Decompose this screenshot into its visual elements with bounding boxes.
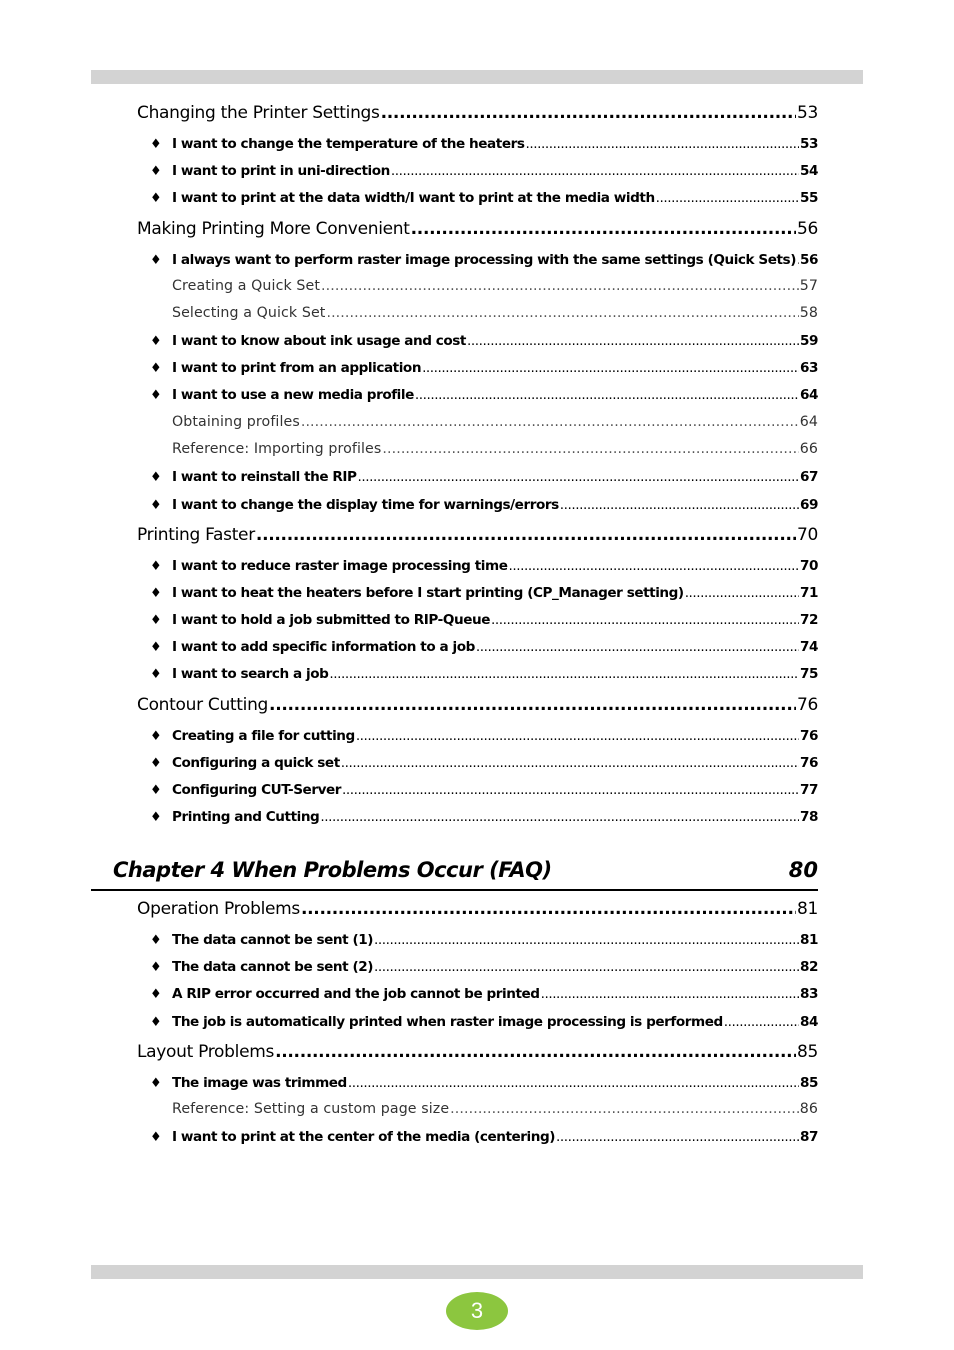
toc-entry-page: 83 — [799, 986, 818, 1002]
toc-entry-page: 54 — [799, 163, 818, 179]
toc-entry-bullet[interactable] — [150, 728, 818, 744]
bullet-diamond-icon: ♦ — [150, 783, 162, 798]
toc-entry-page: 53 — [799, 136, 818, 152]
toc-entry-title: I always want to perform raster image processing with the same settings (Quick Sets) — [172, 252, 796, 268]
toc-entry-bullet[interactable] — [150, 585, 818, 601]
toc-entry-page: 63 — [799, 360, 818, 376]
toc-entry-page: 66 — [799, 441, 818, 457]
dot-leader — [467, 333, 799, 349]
toc-entry-title: I want to use a new media profile — [172, 387, 414, 403]
dot-leader — [391, 163, 799, 179]
toc-entry-page: 74 — [799, 639, 818, 655]
toc-entry-bullet[interactable] — [150, 1129, 818, 1145]
toc-entry-title: I want to add specific information to a job — [172, 639, 475, 655]
toc-entry-title: Reference: Importing profiles — [172, 441, 382, 457]
dot-leader — [329, 666, 799, 682]
dot-leader — [341, 755, 799, 771]
toc-entry-page: 70 — [799, 558, 818, 574]
toc-entry-bullet[interactable] — [150, 190, 818, 206]
dot-leader — [556, 1129, 799, 1145]
dot-leader — [685, 585, 799, 601]
toc-entry-title: Layout Problems — [137, 1042, 275, 1062]
dot-leader — [656, 190, 799, 206]
toc-entry-title: I want to search a job — [172, 666, 329, 682]
dot-leader — [415, 387, 799, 403]
toc-entry-bullet[interactable] — [150, 612, 818, 628]
toc-entry-page: 77 — [799, 782, 818, 798]
toc-entry-heading[interactable] — [137, 219, 818, 239]
toc-entry-sub[interactable] — [172, 305, 818, 321]
toc-entry-title: I want to reduce raster image processing time — [172, 558, 508, 574]
dot-leader — [508, 558, 798, 574]
toc-entry-title: I want to print in uni-direction — [172, 163, 390, 179]
page-number-badge: 3 — [446, 1292, 508, 1330]
toc-entry-page: 53 — [796, 103, 818, 123]
toc-entry-page: 56 — [799, 252, 818, 268]
toc-entry-bullet[interactable] — [150, 558, 818, 574]
toc-entry-sub[interactable] — [172, 441, 818, 457]
dot-leader — [381, 103, 796, 123]
toc-entry-page: 86 — [799, 1101, 818, 1117]
dot-leader — [560, 497, 799, 513]
toc-entry-bullet[interactable] — [150, 1014, 818, 1030]
toc-entry-page: 84 — [799, 1014, 818, 1030]
bullet-diamond-icon: ♦ — [150, 987, 162, 1002]
toc-entry-page: 82 — [799, 959, 818, 975]
bullet-diamond-icon: ♦ — [150, 1130, 162, 1145]
toc-entry-title: Configuring CUT-Server — [172, 782, 342, 798]
bullet-diamond-icon: ♦ — [150, 933, 162, 948]
bullet-diamond-icon: ♦ — [150, 361, 162, 376]
toc-entry-page: 59 — [799, 333, 818, 349]
bullet-diamond-icon: ♦ — [150, 756, 162, 771]
toc-entry-page: 76 — [799, 728, 818, 744]
toc-entry-bullet[interactable] — [150, 333, 818, 349]
bullet-diamond-icon: ♦ — [150, 667, 162, 682]
toc-entry-title: I want to know about ink usage and cost — [172, 333, 466, 349]
toc-entry-bullet[interactable] — [150, 497, 818, 513]
bullet-diamond-icon: ♦ — [150, 1015, 162, 1030]
toc-entry-sub[interactable] — [172, 414, 818, 430]
dot-leader — [275, 1042, 796, 1062]
dot-leader — [476, 639, 799, 655]
dot-leader — [374, 932, 799, 948]
toc-entry-title: The image was trimmed — [172, 1075, 347, 1091]
dot-leader — [321, 278, 799, 294]
toc-entry-bullet[interactable] — [150, 252, 818, 268]
toc-entry-page: 70 — [796, 525, 818, 545]
toc-entry-page: 71 — [799, 585, 818, 601]
dot-leader — [797, 252, 799, 268]
bullet-diamond-icon: ♦ — [150, 470, 162, 485]
toc-entry-page: 56 — [796, 219, 818, 239]
toc-entry-title: I want to print at the data width/I want to print at the media width — [172, 190, 655, 206]
toc-entry-title: I want to change the temperature of the heaters — [172, 136, 525, 152]
toc-entry-title: Contour Cutting — [137, 695, 269, 715]
bullet-diamond-icon: ♦ — [150, 164, 162, 179]
toc-entry-title: Changing the Printer Settings — [137, 103, 380, 123]
dot-leader — [326, 305, 798, 321]
dot-leader — [358, 469, 799, 485]
bullet-diamond-icon: ♦ — [150, 137, 162, 152]
toc-entry-title: I want to print from an application — [172, 360, 422, 376]
toc-entry-title: Printing Faster — [137, 525, 255, 545]
toc-entry-heading[interactable] — [137, 103, 818, 123]
bullet-diamond-icon: ♦ — [150, 253, 162, 268]
toc-entry-title: Creating a file for cutting — [172, 728, 355, 744]
toc-entry-title: Printing and Cutting — [172, 809, 320, 825]
toc-entry-page: 72 — [799, 612, 818, 628]
dot-leader — [256, 525, 796, 545]
dot-leader — [541, 986, 799, 1002]
dot-leader — [450, 1101, 799, 1117]
dot-leader — [526, 136, 799, 152]
chapter-heading[interactable] — [91, 856, 818, 891]
toc-entry-page: 64 — [799, 387, 818, 403]
toc-entry-title: I want to hold a job submitted to RIP-Queue — [172, 612, 490, 628]
toc-entry-page: 85 — [799, 1075, 818, 1091]
dot-leader — [374, 959, 799, 975]
dot-leader — [356, 728, 799, 744]
bullet-diamond-icon: ♦ — [150, 613, 162, 628]
toc-entry-bullet[interactable] — [150, 959, 818, 975]
dot-leader — [301, 899, 796, 919]
toc-entry-bullet[interactable] — [150, 360, 818, 376]
bullet-diamond-icon: ♦ — [150, 334, 162, 349]
toc-entry-title: I want to heat the heaters before I start printing (CP_Manager setting) — [172, 585, 684, 601]
toc-entry-title: Reference: Setting a custom page size — [172, 1101, 450, 1117]
bullet-diamond-icon: ♦ — [150, 586, 162, 601]
toc-entry-title: Operation Problems — [137, 899, 300, 919]
bullet-diamond-icon: ♦ — [150, 640, 162, 655]
toc-entry-page: 58 — [799, 305, 818, 321]
toc-entry-bullet[interactable] — [150, 639, 818, 655]
chapter-title: Chapter 4 When Problems Occur (FAQ) — [113, 858, 552, 882]
toc-entry-bullet[interactable] — [150, 782, 818, 798]
toc-entry-title: The data cannot be sent (2) — [172, 959, 374, 975]
dot-leader — [342, 782, 799, 798]
toc-entry-title: Selecting a Quick Set — [172, 305, 326, 321]
bullet-diamond-icon: ♦ — [150, 960, 162, 975]
bullet-diamond-icon: ♦ — [150, 810, 162, 825]
dot-leader — [382, 441, 798, 457]
toc-entry-page: 75 — [799, 666, 818, 682]
bullet-diamond-icon: ♦ — [150, 498, 162, 513]
toc-entry-page: 76 — [796, 695, 818, 715]
toc-entry-bullet[interactable] — [150, 932, 818, 948]
toc-entry-page: 85 — [796, 1042, 818, 1062]
toc-entry-title: I want to change the display time for warnings/errors — [172, 497, 559, 513]
toc-entry-page: 78 — [799, 809, 818, 825]
dot-leader — [348, 1075, 799, 1091]
toc-entry-bullet[interactable] — [150, 666, 818, 682]
toc-entry-title: Configuring a quick set — [172, 755, 340, 771]
toc-entry-page: 81 — [796, 899, 818, 919]
toc-entry-title: Making Printing More Convenient — [137, 219, 410, 239]
toc-entry-title: The job is automatically printed when raster image processing is performed — [172, 1014, 723, 1030]
bullet-diamond-icon: ♦ — [150, 729, 162, 744]
toc-entry-heading[interactable] — [137, 695, 818, 715]
toc-entry-title: I want to reinstall the RIP — [172, 469, 357, 485]
dot-leader — [301, 414, 799, 430]
dot-leader — [411, 219, 796, 239]
toc-entry-title: Creating a Quick Set — [172, 278, 320, 294]
toc-entry-title: The data cannot be sent (1) — [172, 932, 374, 948]
toc-entry-title: I want to print at the center of the media (centering) — [172, 1129, 556, 1145]
toc-entry-page: 67 — [799, 469, 818, 485]
toc-entry-heading[interactable] — [137, 525, 818, 545]
toc-entry-bullet[interactable] — [150, 809, 818, 825]
toc-entry-title: Obtaining profiles — [172, 414, 300, 430]
chapter-page: 80 — [788, 858, 818, 882]
dot-leader — [269, 695, 796, 715]
toc-entry-bullet[interactable] — [150, 163, 818, 179]
toc-entry-title: A RIP error occurred and the job cannot be printed — [172, 986, 540, 1002]
footer-bar — [91, 1265, 863, 1279]
toc-entry-sub[interactable] — [172, 1101, 818, 1117]
toc-entry-page: 81 — [799, 932, 818, 948]
bullet-diamond-icon: ♦ — [150, 559, 162, 574]
toc-entry-bullet[interactable] — [150, 986, 818, 1002]
toc-entry-bullet[interactable] — [150, 387, 818, 403]
dot-leader — [422, 360, 799, 376]
dot-leader — [320, 809, 799, 825]
toc-entry-page: 69 — [799, 497, 818, 513]
toc-entry-page: 64 — [799, 414, 818, 430]
toc-entry-page: 55 — [799, 190, 818, 206]
bullet-diamond-icon: ♦ — [150, 1076, 162, 1091]
toc-entry-page: 87 — [799, 1129, 818, 1145]
dot-leader — [491, 612, 799, 628]
toc-entry-bullet[interactable] — [150, 469, 818, 485]
toc-entry-bullet[interactable] — [150, 755, 818, 771]
toc-entry-page: 76 — [799, 755, 818, 771]
toc-entry-page: 57 — [799, 278, 818, 294]
toc-entry-heading[interactable] — [137, 899, 818, 919]
toc-entry-bullet[interactable] — [150, 1075, 818, 1091]
bullet-diamond-icon: ♦ — [150, 191, 162, 206]
toc-entry-sub[interactable] — [172, 278, 818, 294]
bullet-diamond-icon: ♦ — [150, 388, 162, 403]
toc-entry-bullet[interactable] — [150, 136, 818, 152]
toc-entry-heading[interactable] — [137, 1042, 818, 1062]
dot-leader — [724, 1014, 799, 1030]
